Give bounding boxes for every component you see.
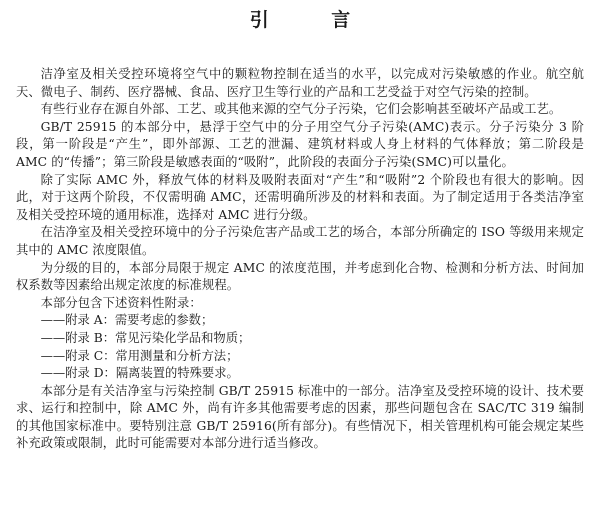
paragraph-6: 为分级的目的，本部分局限于规定 AMC 的浓度范围，并考虑到化合物、检测和分析方法、时间加权系数等因素给出规定浓度的标准规程。: [16, 260, 584, 293]
appendix-item-d: ——附录 D：隔离装置的特殊要求。: [40, 366, 239, 381]
paragraph-5: 在洁净室及相关受控环境中的分子污染危害产品或工艺的场合，本部分所确定的 ISO 等级用来规定其中的 AMC 浓度限值。: [16, 225, 584, 257]
appendix-item-c: ——附录 C：常用测量和分析方法；: [40, 348, 239, 363]
appendix-item-b: ——附录 B：常见污染化学品和物质；: [40, 330, 251, 345]
paragraph-7: 本部分包含下述资料性附录：: [40, 295, 202, 310]
paragraph-1: 洁净室及相关受控环境将空气中的颗粒物控制在适当的水平，以完成对污染敏感的作业。航空航天、微电子、制药、医疗器械、食品、医疗卫生等行业的产品和工艺受益于对空气污染的控制。: [16, 67, 584, 99]
paragraph-4: 除了实际 AMC 外，释放气体的材料及吸附表面对“产生”和“吸附”2 个阶段也有很大的影响。因此，对于这两个阶段，不仅需明确 AMC，还需明确所涉及的材料和表面。为了制定适用于各类洁净室及相关受控环境的通用标准，选择对 AMC 进行分级。: [16, 172, 584, 222]
appendix-item-a: ——附录 A：需要考虑的参数；: [40, 313, 214, 328]
paragraph-2: 有些行业存在源自外部、工艺、或其他来源的空气分子污染，它们会影响甚至破坏产品或工艺。: [40, 102, 562, 117]
closing-paragraph: 本部分是有关洁净室与污染控制 GB/T 25915 标准中的一部分。洁净室及受控环境的设计、技术要求、运行和控制中，除 AMC 外，尚有许多其他需要考虑的因素，那些问题包含在 SAC/TC 319 编制的其他国家标准中。要特别注意 GB/T 25916(所有部分)。有些情况下，相关管理机构可能会规定某些补充政策或限制，此时可能需要对本部分进行适当修改。: [16, 383, 584, 451]
paragraph-3: GB/T 25915 的本部分中，悬浮于空气中的分子用空气分子污染(AMC)表示。分子污染分 3 阶段，第一阶段是“产生”，即外部源、工艺的泄漏、建筑材料或人身上材料的气体释放；第二阶段是 AMC 的“传播”；第三阶段是敏感表面的“吸附”，此阶段的表面分子污染(SMC)可以量化。: [16, 119, 584, 169]
page-title: 引 言: [249, 9, 379, 31]
appendix-list: [16, 312, 584, 382]
